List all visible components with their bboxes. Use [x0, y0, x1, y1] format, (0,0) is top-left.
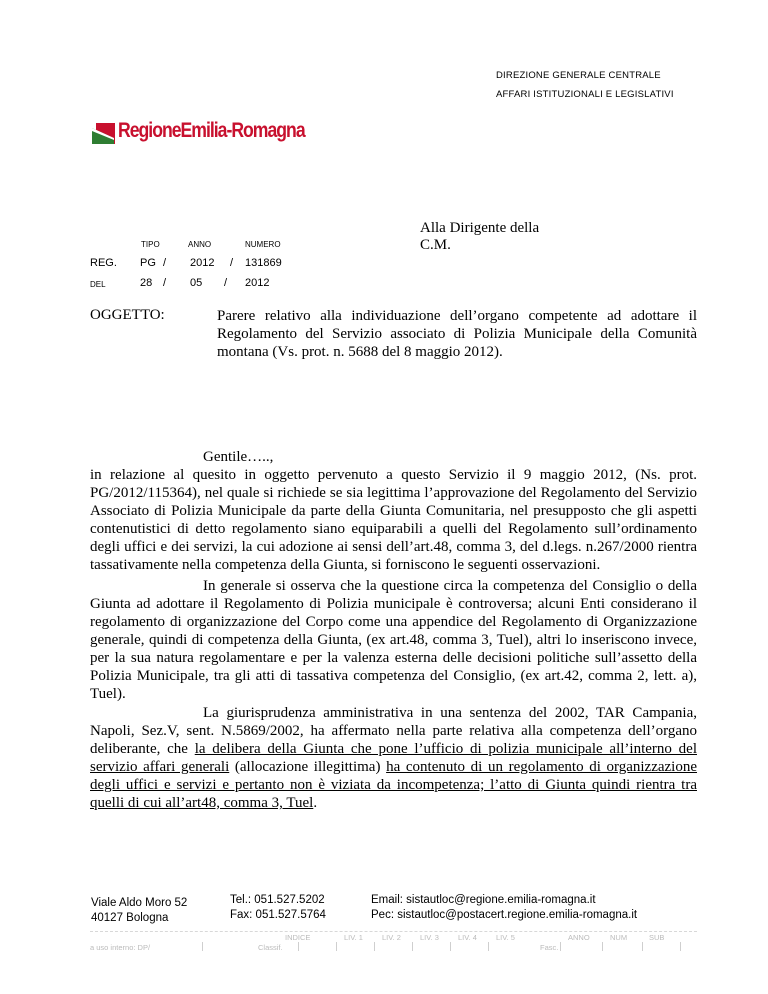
- field-divider: [450, 942, 451, 951]
- region-emblem-icon: [90, 118, 116, 146]
- del-month: 05: [190, 277, 203, 289]
- email-address: Email: sistautloc@regione.emilia-romagna.it: [371, 894, 596, 906]
- del-year: 2012: [245, 277, 270, 289]
- department-line-1: DIREZIONE GENERALE CENTRALE: [496, 70, 661, 81]
- body-paragraph-3: [90, 704, 697, 812]
- greeting: Gentile…..,: [203, 449, 274, 465]
- body-paragraph-2: In generale si osserva che la questione circa la competenza del Consiglio o della Giunta ad adottare il Regolamento di Polizia municipale è controversa; alcuni Enti considerano il regolamento di organizzazione del Corpo come una appendice del Regolamento di Organizzazione generale, quindi di competenza della Giunta, (ex art.48, comma 3, Tuel), altri lo inseriscono invece, per la sua natura regolamentare e per la valenza esterna delle decisioni politiche sull’assetto della Polizia Municipale, tra gli atti di tassativa competenza del Consiglio, (ex art.42, comma 2, lett. a), Tuel).: [90, 578, 697, 702]
- fasc-label: Fasc.: [540, 943, 559, 952]
- reg-tipo: PG: [140, 257, 156, 269]
- anno-label: ANNO: [568, 933, 590, 942]
- fax-number: Fax: 051.527.5764: [230, 909, 326, 921]
- uso-interno-label: a uso interno: DP/: [90, 943, 151, 952]
- reg-separator: /: [163, 257, 167, 269]
- field-divider: [202, 942, 203, 951]
- num-label: NUM: [610, 933, 628, 942]
- logo-wordmark: RegioneEmilia-Romagna: [118, 119, 305, 142]
- underlined-quote-2: ha contenuto di un regolamento di organizzazione degli uffici e servizi e pertanto non è viziata da incompetenza; l’atto di Giunta quindi rientra tra quelli di cui all’art48, comma 3, Tuel: [90, 759, 698, 811]
- classification-bar: [90, 931, 697, 954]
- region-logo: [90, 118, 320, 146]
- footer-phone: [230, 893, 326, 923]
- col-numero-header: NUMERO: [245, 240, 281, 249]
- paragraph-3-text: La giurisprudenza amministrativa in una sentenza del 2002, TAR Campania, Napoli, Sez.V, sent. N.5869/2002, ha affermato nella parte relativa alla competenza dell’organo deliberante, che: [90, 705, 697, 757]
- field-divider: [374, 942, 375, 951]
- field-divider: [336, 942, 337, 951]
- address-line-1: Viale Aldo Moro 52: [91, 897, 188, 909]
- liv5-label: LIV. 5: [496, 933, 515, 942]
- recipient-block: [420, 220, 539, 254]
- sub-label: SUB: [649, 933, 665, 942]
- col-anno-header: ANNO: [188, 240, 212, 249]
- field-divider: [560, 942, 561, 951]
- reg-numero: 131869: [245, 257, 282, 269]
- paragraph-3-text: .: [313, 795, 318, 811]
- liv2-label: LIV. 2: [382, 933, 401, 942]
- liv1-label: LIV. 1: [344, 933, 363, 942]
- underlined-quote-1: la delibera della Giunta che pone l’ufficio di polizia municipale all’interno del servizio affari generali: [90, 741, 697, 775]
- field-divider: [602, 942, 603, 951]
- footer-address: [91, 896, 187, 926]
- reg-anno: 2012: [190, 257, 215, 269]
- recipient-line-1: Alla Dirigente della: [420, 220, 540, 236]
- address-line-2: 40127 Bologna: [91, 912, 169, 924]
- body-paragraph-1: in relazione al quesito in oggetto pervenuto a questo Servizio il 9 maggio 2012, (Ns. prot. PG/2012/115364), nel quale si richiede se sia legittima l’approvazione del Regolamento del Servizio Associato di Polizia Municipale da parte della Giunta Comunitaria, nel presupposto che gli aspetti contenutistici di detto regolamento siano equiparabili a quelli del Regolamento sull’ordinamento degli uffici e dei servizi, la cui adozione ai sensi dell’art.48, comma 3, del d.legs. n.267/2000 rientra tassativamente nella competenza della Giunta, si forniscono le seguenti osservazioni.: [90, 467, 697, 573]
- pec-address: Pec: sistautloc@postacert.regione.emilia-romagna.it: [371, 909, 638, 921]
- del-day: 28: [140, 277, 153, 289]
- subject-text: Parere relativo alla individuazione dell’organo competente ad adottare il Regolamento del Servizio associato di Polizia Municipale della Comunità montana (Vs. prot. n. 5688 del 8 maggio 2012).: [217, 308, 697, 360]
- indice-label: INDICE: [285, 933, 311, 942]
- col-tipo-header: TIPO: [141, 240, 160, 249]
- paragraph-3-text: (allocazione illegittima): [229, 759, 387, 775]
- reg-label: REG.: [90, 257, 117, 269]
- liv3-label: LIV. 3: [420, 933, 439, 942]
- field-divider: [298, 942, 299, 951]
- recipient-line-2: C.M.: [420, 237, 451, 253]
- footer-contacts: [371, 893, 637, 923]
- classif-label: Classif.: [258, 943, 283, 952]
- phone-number: Tel.: 051.527.5202: [230, 894, 325, 906]
- field-divider: [412, 942, 413, 951]
- del-separator: /: [163, 277, 167, 289]
- field-divider: [642, 942, 643, 951]
- liv4-label: LIV. 4: [458, 933, 477, 942]
- field-divider: [680, 942, 681, 951]
- field-divider: [488, 942, 489, 951]
- subject-label: OGGETTO:: [90, 307, 165, 323]
- del-label: DEL: [90, 280, 106, 289]
- del-separator: /: [224, 277, 228, 289]
- reg-separator: /: [230, 257, 234, 269]
- department-line-2: AFFARI ISTITUZIONALI E LEGISLATIVI: [496, 89, 674, 100]
